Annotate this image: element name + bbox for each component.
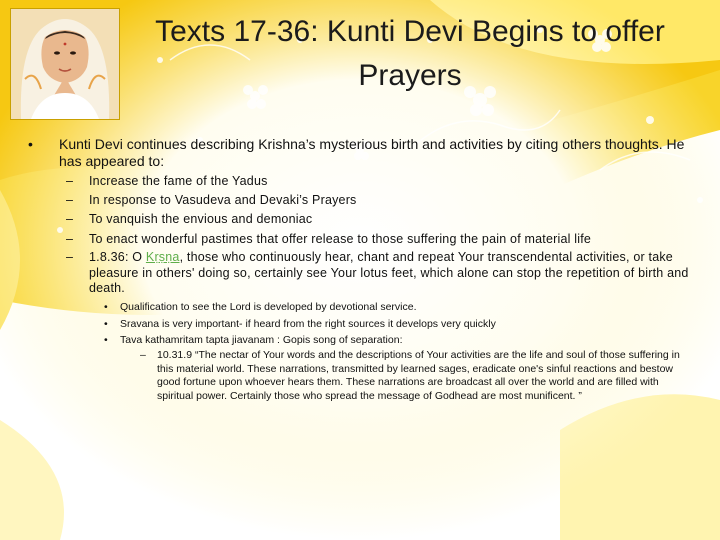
bullet-marker: • [104,318,108,330]
dash-marker: – [66,193,74,207]
krishna-link[interactable]: Kṛṣṇa [145,250,180,264]
quote-text: 10.31.9 “The nectar of Your words and the descriptions of Your activities are the life and soul of those suffering in this material world. These narrations, transmitted by learned sages, eradicate one's sinful reactions and bestow good fortune upon whoever hears them. These narrations are broadcast all over the world and are filled with spiritual power. Certainly those who spread the message of Godhead are most munificent. ” [157,349,680,402]
verse-text [89,250,689,297]
third-level-text: Sravana is very important- if heard from the right sources it develops very quickly [120,318,496,330]
dash-marker: – [66,174,74,188]
bullet-marker: • [28,136,33,152]
sub-item-text: To enact wonderful pastimes that offer release to those suffering the pain of material life [89,232,592,246]
slide-title: Texts 17-36: Kunti Devi Begins to offer Prayers [155,15,665,92]
verse-reference: 1.8.36: O [89,250,146,264]
dash-marker: – [66,232,74,246]
kunti-devi-portrait [10,8,120,120]
sub-item-text: In response to Vasudeva and Devaki’s Prayers [89,193,357,207]
dash-marker: – [66,250,74,264]
main-bullet-text: Kunti Devi continues describing Krishna’s mysterious birth and activities by citing others thoughts. He has appeared to: [59,136,685,169]
sub-item-text: Increase the fame of the Yadus [89,174,268,188]
bullet-marker: • [104,301,108,313]
verse-body: , those who continuously hear, chant and repeat Your transcendental activities, or take pleasure in others' doing so, certainly see Your lotus feet, which alone can stop the repetition of birth and death. [89,250,689,295]
dash-marker: – [140,349,146,361]
third-level-text: Qualification to see the Lord is developed by devotional service. [120,301,417,313]
bullet-marker: • [104,334,108,346]
praying-woman-illustration [11,9,119,119]
third-level-text: Tava kathamritam tapta jiavanam : Gopis song of separation: [120,334,403,346]
dash-marker: – [66,212,74,226]
sub-item-text: To vanquish the envious and demoniac [89,212,313,226]
